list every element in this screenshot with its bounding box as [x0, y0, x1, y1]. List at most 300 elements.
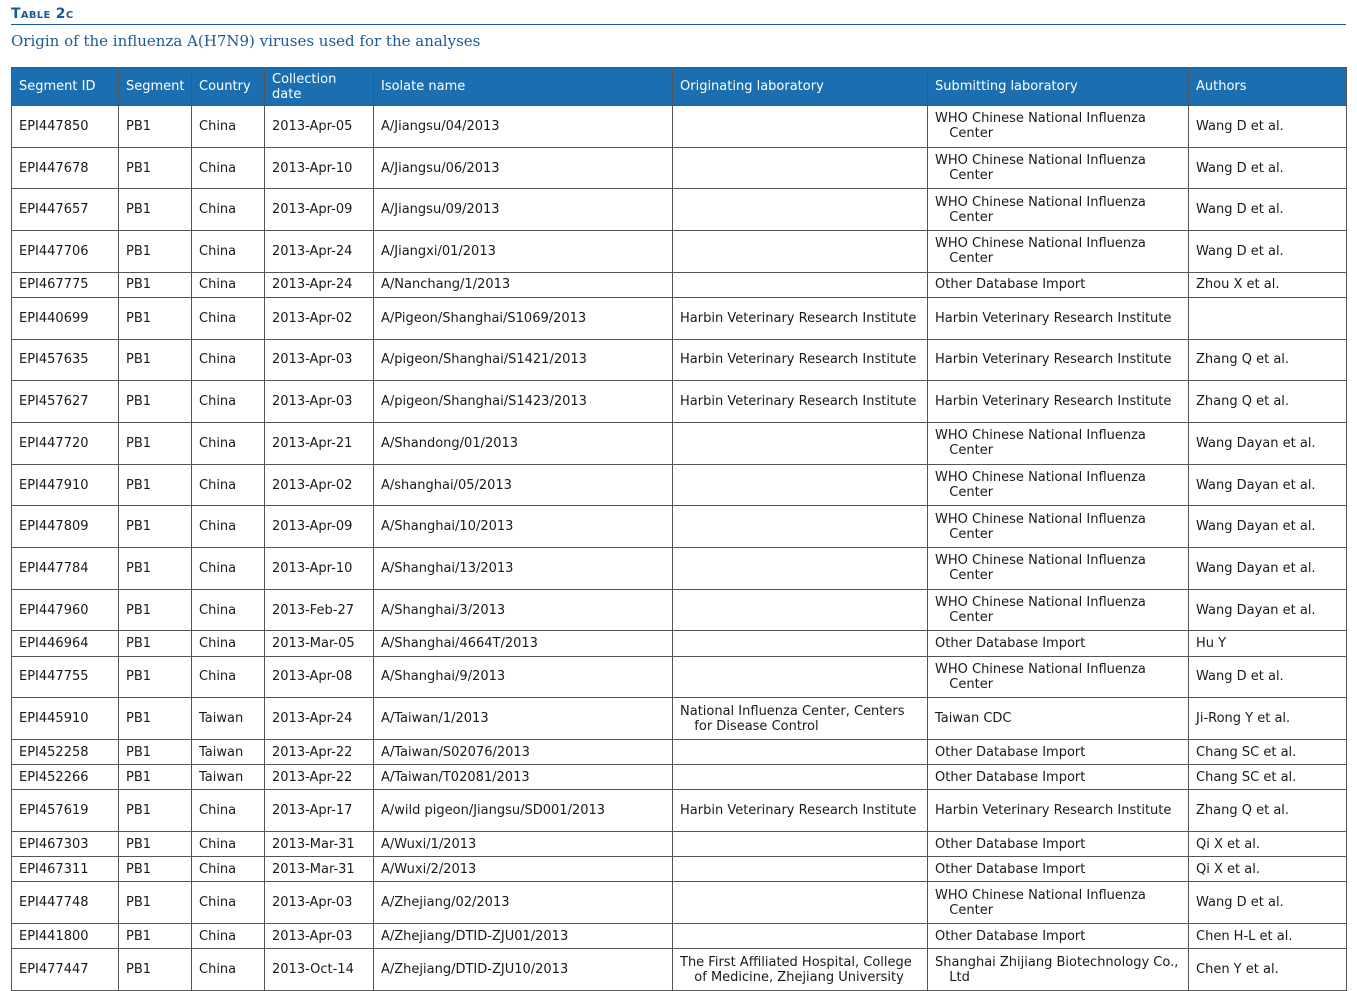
submitting-lab-cell: [928, 423, 1189, 465]
isolate-name-cell: [374, 272, 673, 297]
isolate-name-cell: [374, 589, 673, 631]
submitting-lab-cell: [928, 381, 1189, 423]
segment-cell: [119, 832, 192, 857]
cell-text: Zhou X et al.: [1196, 277, 1280, 293]
cell-text: EPI447910: [19, 477, 89, 493]
isolate-name-cell: [374, 297, 673, 339]
cell-text: A/Jiangsu/09/2013: [381, 202, 500, 218]
cell-text: 2013-Apr-22: [272, 744, 353, 760]
cell-text: A/wild pigeon/Jiangsu/SD001/2013: [381, 803, 606, 819]
cell-text: Wang D et al.: [1196, 202, 1284, 218]
segment-cell: [119, 231, 192, 273]
segment-cell: [119, 882, 192, 924]
originating-lab-cell: [673, 631, 928, 656]
table-row: [12, 106, 1347, 148]
cell-text: A/Zhejiang/DTID-ZJU10/2013: [381, 962, 569, 978]
originating-lab-cell: [673, 589, 928, 631]
country-cell: [192, 297, 265, 339]
cell-text: China: [199, 310, 237, 326]
table-row: [12, 339, 1347, 381]
country-cell: [192, 631, 265, 656]
segment-cell: [119, 423, 192, 465]
cell-text: A/pigeon/Shanghai/S1421/2013: [381, 352, 587, 368]
submitting-lab-cell: [928, 698, 1189, 740]
cell-text: WHO Chinese National Influenza Center: [935, 111, 1146, 142]
cell-text: Harbin Veterinary Research Institute: [680, 310, 917, 326]
country-cell: [192, 790, 265, 832]
authors-cell: [1189, 698, 1347, 740]
cell-text: A/Shanghai/13/2013: [381, 560, 514, 576]
segment-id-cell: [12, 698, 119, 740]
table-row: [12, 832, 1347, 857]
cell-text: EPI467311: [19, 861, 89, 877]
segment-id-cell: [12, 189, 119, 231]
segment-id-cell: [12, 631, 119, 656]
authors-cell: [1189, 548, 1347, 590]
table-row: [12, 147, 1347, 189]
cell-text: 2013-Apr-05: [272, 118, 353, 134]
segment-id-cell: [12, 949, 119, 991]
cell-text: A/pigeon/Shanghai/S1423/2013: [381, 394, 587, 410]
cell-text: A/Taiwan/T02081/2013: [381, 769, 530, 785]
cell-text: Zhang Q et al.: [1196, 803, 1290, 819]
table-body: [12, 106, 1347, 991]
cell-text: WHO Chinese National Influenza Center: [935, 470, 1146, 501]
table-row: [12, 189, 1347, 231]
originating-lab-cell: [673, 857, 928, 882]
country-cell: [192, 832, 265, 857]
cell-text: China: [199, 394, 237, 410]
cell-text: PB1: [126, 962, 152, 978]
isolate-name-cell: [374, 464, 673, 506]
cell-text: Zhang Q et al.: [1196, 352, 1290, 368]
cell-text: 2013-Apr-03: [272, 394, 353, 410]
cell-text: WHO Chinese National Influenza Center: [935, 553, 1146, 584]
cell-text: EPI445910: [19, 711, 89, 727]
cell-text: China: [199, 962, 237, 978]
originating-lab-cell: [673, 698, 928, 740]
collection-date-cell: [265, 589, 374, 631]
cell-text: A/Taiwan/S02076/2013: [381, 744, 530, 760]
originating-lab-cell: [673, 272, 928, 297]
submitting-lab-cell: [928, 857, 1189, 882]
originating-lab-cell: [673, 339, 928, 381]
cell-text: Harbin Veterinary Research Institute: [935, 352, 1172, 368]
cell-text: PB1: [126, 477, 152, 493]
segment-id-cell: [12, 924, 119, 949]
segment-cell: [119, 790, 192, 832]
segment-cell: [119, 339, 192, 381]
cell-text: EPI457627: [19, 394, 89, 410]
segment-cell: [119, 698, 192, 740]
column-header: Authors: [1189, 68, 1347, 106]
column-header: Isolate name: [374, 68, 673, 106]
collection-date-cell: [265, 882, 374, 924]
collection-date-cell: [265, 656, 374, 698]
country-cell: [192, 765, 265, 790]
submitting-lab-cell: [928, 589, 1189, 631]
cell-text: China: [199, 560, 237, 576]
cell-text: EPI447784: [19, 560, 89, 576]
segment-cell: [119, 548, 192, 590]
submitting-lab-cell: [928, 882, 1189, 924]
cell-text: 2013-Mar-31: [272, 836, 355, 852]
table-row: [12, 548, 1347, 590]
segment-cell: [119, 631, 192, 656]
cell-text: PB1: [126, 118, 152, 134]
country-cell: [192, 339, 265, 381]
cell-text: 2013-Apr-24: [272, 243, 353, 259]
originating-lab-cell: [673, 924, 928, 949]
column-header: Submitting laboratory: [928, 68, 1189, 106]
authors-cell: [1189, 423, 1347, 465]
country-cell: [192, 106, 265, 148]
cell-text: A/Shanghai/3/2013: [381, 602, 506, 618]
cell-text: WHO Chinese National Influenza Center: [935, 511, 1146, 542]
authors-cell: [1189, 231, 1347, 273]
segment-cell: [119, 765, 192, 790]
cell-text: PB1: [126, 836, 152, 852]
country-cell: [192, 740, 265, 765]
cell-text: WHO Chinese National Influenza Center: [935, 661, 1146, 692]
cell-text: PB1: [126, 277, 152, 293]
isolate-name-cell: [374, 882, 673, 924]
segment-id-cell: [12, 231, 119, 273]
cell-text: Taiwan: [199, 744, 244, 760]
table-row: [12, 464, 1347, 506]
collection-date-cell: [265, 924, 374, 949]
cell-text: A/Nanchang/1/2013: [381, 277, 511, 293]
cell-text: 2013-Mar-31: [272, 861, 355, 877]
isolate-name-cell: [374, 857, 673, 882]
cell-text: EPI441800: [19, 928, 89, 944]
cell-text: China: [199, 435, 237, 451]
cell-text: China: [199, 669, 237, 685]
submitting-lab-cell: [928, 272, 1189, 297]
cell-text: PB1: [126, 519, 152, 535]
cell-text: PB1: [126, 560, 152, 576]
authors-cell: [1189, 832, 1347, 857]
cell-text: Harbin Veterinary Research Institute: [680, 352, 917, 368]
table-row: [12, 589, 1347, 631]
submitting-lab-cell: [928, 631, 1189, 656]
table-row: [12, 506, 1347, 548]
segment-cell: [119, 297, 192, 339]
cell-text: Wang Dayan et al.: [1196, 519, 1316, 535]
cell-text: 2013-Apr-03: [272, 928, 353, 944]
authors-cell: [1189, 106, 1347, 148]
authors-cell: [1189, 297, 1347, 339]
cell-text: Harbin Veterinary Research Institute: [680, 803, 917, 819]
table-label: Table 2c: [11, 5, 1346, 25]
cell-text: PB1: [126, 769, 152, 785]
cell-text: Other Database Import: [935, 928, 1086, 944]
cell-text: EPI467303: [19, 836, 89, 852]
segment-cell: [119, 589, 192, 631]
cell-text: 2013-Mar-05: [272, 636, 355, 652]
table-row: [12, 924, 1347, 949]
isolate-name-cell: [374, 189, 673, 231]
cell-text: Taiwan: [199, 711, 244, 727]
table-row: [12, 790, 1347, 832]
authors-cell: [1189, 631, 1347, 656]
isolate-name-cell: [374, 765, 673, 790]
cell-text: EPI447960: [19, 602, 89, 618]
submitting-lab-cell: [928, 548, 1189, 590]
collection-date-cell: [265, 949, 374, 991]
country-cell: [192, 882, 265, 924]
cell-text: A/Pigeon/Shanghai/S1069/2013: [381, 310, 587, 326]
segment-id-cell: [12, 381, 119, 423]
cell-text: PB1: [126, 602, 152, 618]
table-caption: Origin of the influenza A(H7N9) viruses used for the analyses: [11, 32, 481, 50]
cell-text: Harbin Veterinary Research Institute: [935, 310, 1172, 326]
cell-text: Harbin Veterinary Research Institute: [935, 803, 1172, 819]
segment-id-cell: [12, 765, 119, 790]
column-header: Country: [192, 68, 265, 106]
cell-text: Ji-Rong Y et al.: [1196, 711, 1291, 727]
cell-text: A/Jiangsu/06/2013: [381, 160, 500, 176]
cell-text: China: [199, 160, 237, 176]
submitting-lab-cell: [928, 924, 1189, 949]
column-header: Segment: [119, 68, 192, 106]
cell-text: 2013-Apr-02: [272, 310, 353, 326]
cell-text: WHO Chinese National Influenza Center: [935, 194, 1146, 225]
collection-date-cell: [265, 189, 374, 231]
collection-date-cell: [265, 698, 374, 740]
country-cell: [192, 924, 265, 949]
authors-cell: [1189, 740, 1347, 765]
segment-id-cell: [12, 589, 119, 631]
cell-text: EPI457635: [19, 352, 89, 368]
cell-text: PB1: [126, 803, 152, 819]
table-row: [12, 631, 1347, 656]
segment-id-cell: [12, 506, 119, 548]
cell-text: 2013-Apr-21: [272, 435, 353, 451]
cell-text: PB1: [126, 669, 152, 685]
cell-text: Wang D et al.: [1196, 160, 1284, 176]
cell-text: China: [199, 636, 237, 652]
originating-lab-cell: [673, 740, 928, 765]
segment-cell: [119, 464, 192, 506]
table-row: [12, 381, 1347, 423]
cell-text: Wang Dayan et al.: [1196, 435, 1316, 451]
cell-text: China: [199, 118, 237, 134]
cell-text: Harbin Veterinary Research Institute: [935, 394, 1172, 410]
country-cell: [192, 272, 265, 297]
collection-date-cell: [265, 857, 374, 882]
originating-lab-cell: [673, 189, 928, 231]
collection-date-cell: [265, 832, 374, 857]
segment-cell: [119, 381, 192, 423]
cell-text: Wang D et al.: [1196, 118, 1284, 134]
isolate-name-cell: [374, 631, 673, 656]
submitting-lab-cell: [928, 106, 1189, 148]
cell-text: 2013-Apr-10: [272, 560, 353, 576]
country-cell: [192, 949, 265, 991]
cell-text: 2013-Apr-17: [272, 803, 353, 819]
authors-cell: [1189, 765, 1347, 790]
collection-date-cell: [265, 272, 374, 297]
cell-text: China: [199, 895, 237, 911]
cell-text: PB1: [126, 895, 152, 911]
cell-text: China: [199, 202, 237, 218]
cell-text: EPI446964: [19, 636, 89, 652]
segment-cell: [119, 656, 192, 698]
segment-id-cell: [12, 339, 119, 381]
cell-text: Zhang Q et al.: [1196, 394, 1290, 410]
collection-date-cell: [265, 231, 374, 273]
cell-text: 2013-Apr-09: [272, 202, 353, 218]
isolate-name-cell: [374, 381, 673, 423]
table-row: [12, 882, 1347, 924]
table-row: [12, 698, 1347, 740]
originating-lab-cell: [673, 464, 928, 506]
cell-text: Chang SC et al.: [1196, 744, 1297, 760]
segment-id-cell: [12, 832, 119, 857]
column-header: Originating laboratory: [673, 68, 928, 106]
cell-text: Chen H-L et al.: [1196, 928, 1293, 944]
originating-lab-cell: [673, 882, 928, 924]
cell-text: A/Zhejiang/02/2013: [381, 895, 510, 911]
segment-cell: [119, 924, 192, 949]
authors-cell: [1189, 381, 1347, 423]
cell-text: 2013-Apr-08: [272, 669, 353, 685]
isolate-name-cell: [374, 949, 673, 991]
cell-text: China: [199, 803, 237, 819]
cell-text: China: [199, 277, 237, 293]
cell-text: A/Jiangsu/04/2013: [381, 118, 500, 134]
cell-text: EPI457619: [19, 803, 89, 819]
cell-text: A/Zhejiang/DTID-ZJU01/2013: [381, 928, 569, 944]
segment-id-cell: [12, 147, 119, 189]
cell-text: 2013-Apr-03: [272, 352, 353, 368]
originating-lab-cell: [673, 231, 928, 273]
virus-origin-table: [11, 67, 1347, 991]
cell-text: WHO Chinese National Influenza Center: [935, 595, 1146, 626]
cell-text: Shanghai Zhijiang Biotechnology Co., Ltd: [935, 954, 1179, 985]
country-cell: [192, 231, 265, 273]
cell-text: WHO Chinese National Influenza Center: [935, 153, 1146, 184]
table-row: [12, 231, 1347, 273]
segment-cell: [119, 272, 192, 297]
cell-text: A/Wuxi/2/2013: [381, 861, 477, 877]
cell-text: The First Affiliated Hospital, College of Medicine, Zhejiang University: [680, 954, 912, 985]
table-row: [12, 423, 1347, 465]
cell-text: 2013-Feb-27: [272, 602, 355, 618]
cell-text: Other Database Import: [935, 277, 1086, 293]
country-cell: [192, 423, 265, 465]
cell-text: A/Wuxi/1/2013: [381, 836, 477, 852]
cell-text: A/Shanghai/10/2013: [381, 519, 514, 535]
cell-text: Taiwan CDC: [935, 711, 1012, 727]
cell-text: PB1: [126, 352, 152, 368]
cell-text: EPI467775: [19, 277, 89, 293]
submitting-lab-cell: [928, 832, 1189, 857]
isolate-name-cell: [374, 548, 673, 590]
cell-text: Wang D et al.: [1196, 669, 1284, 685]
submitting-lab-cell: [928, 656, 1189, 698]
cell-text: EPI447678: [19, 160, 89, 176]
originating-lab-cell: [673, 423, 928, 465]
table-row: [12, 765, 1347, 790]
authors-cell: [1189, 656, 1347, 698]
authors-cell: [1189, 857, 1347, 882]
cell-text: Other Database Import: [935, 769, 1086, 785]
submitting-lab-cell: [928, 790, 1189, 832]
submitting-lab-cell: [928, 506, 1189, 548]
segment-cell: [119, 857, 192, 882]
collection-date-cell: [265, 464, 374, 506]
cell-text: WHO Chinese National Influenza Center: [935, 887, 1146, 918]
authors-cell: [1189, 272, 1347, 297]
country-cell: [192, 506, 265, 548]
cell-text: EPI452258: [19, 744, 89, 760]
cell-text: A/Jiangxi/01/2013: [381, 243, 496, 259]
originating-lab-cell: [673, 832, 928, 857]
segment-id-cell: [12, 548, 119, 590]
segment-id-cell: [12, 423, 119, 465]
cell-text: National Influenza Center, Centers for Disease Control: [680, 703, 905, 734]
collection-date-cell: [265, 147, 374, 189]
cell-text: PB1: [126, 160, 152, 176]
table-header-row: [12, 68, 1347, 106]
cell-text: PB1: [126, 435, 152, 451]
cell-text: Wang D et al.: [1196, 243, 1284, 259]
authors-cell: [1189, 949, 1347, 991]
submitting-lab-cell: [928, 949, 1189, 991]
authors-cell: [1189, 924, 1347, 949]
table-row: [12, 949, 1347, 991]
authors-cell: [1189, 589, 1347, 631]
collection-date-cell: [265, 790, 374, 832]
isolate-name-cell: [374, 339, 673, 381]
segment-cell: [119, 506, 192, 548]
collection-date-cell: [265, 339, 374, 381]
submitting-lab-cell: [928, 297, 1189, 339]
segment-cell: [119, 189, 192, 231]
segment-id-cell: [12, 106, 119, 148]
table-row: [12, 857, 1347, 882]
cell-text: Wang Dayan et al.: [1196, 560, 1316, 576]
originating-lab-cell: [673, 147, 928, 189]
isolate-name-cell: [374, 832, 673, 857]
cell-text: 2013-Apr-24: [272, 277, 353, 293]
country-cell: [192, 698, 265, 740]
authors-cell: [1189, 339, 1347, 381]
collection-date-cell: [265, 381, 374, 423]
cell-text: Chang SC et al.: [1196, 769, 1297, 785]
collection-date-cell: [265, 631, 374, 656]
country-cell: [192, 189, 265, 231]
cell-text: EPI447748: [19, 895, 89, 911]
table-row: [12, 740, 1347, 765]
isolate-name-cell: [374, 740, 673, 765]
authors-cell: [1189, 790, 1347, 832]
cell-text: EPI452266: [19, 769, 89, 785]
isolate-name-cell: [374, 790, 673, 832]
cell-text: EPI447809: [19, 519, 89, 535]
originating-lab-cell: [673, 949, 928, 991]
authors-cell: [1189, 506, 1347, 548]
isolate-name-cell: [374, 423, 673, 465]
segment-cell: [119, 740, 192, 765]
cell-text: EPI447706: [19, 243, 89, 259]
isolate-name-cell: [374, 231, 673, 273]
country-cell: [192, 656, 265, 698]
originating-lab-cell: [673, 790, 928, 832]
cell-text: PB1: [126, 310, 152, 326]
